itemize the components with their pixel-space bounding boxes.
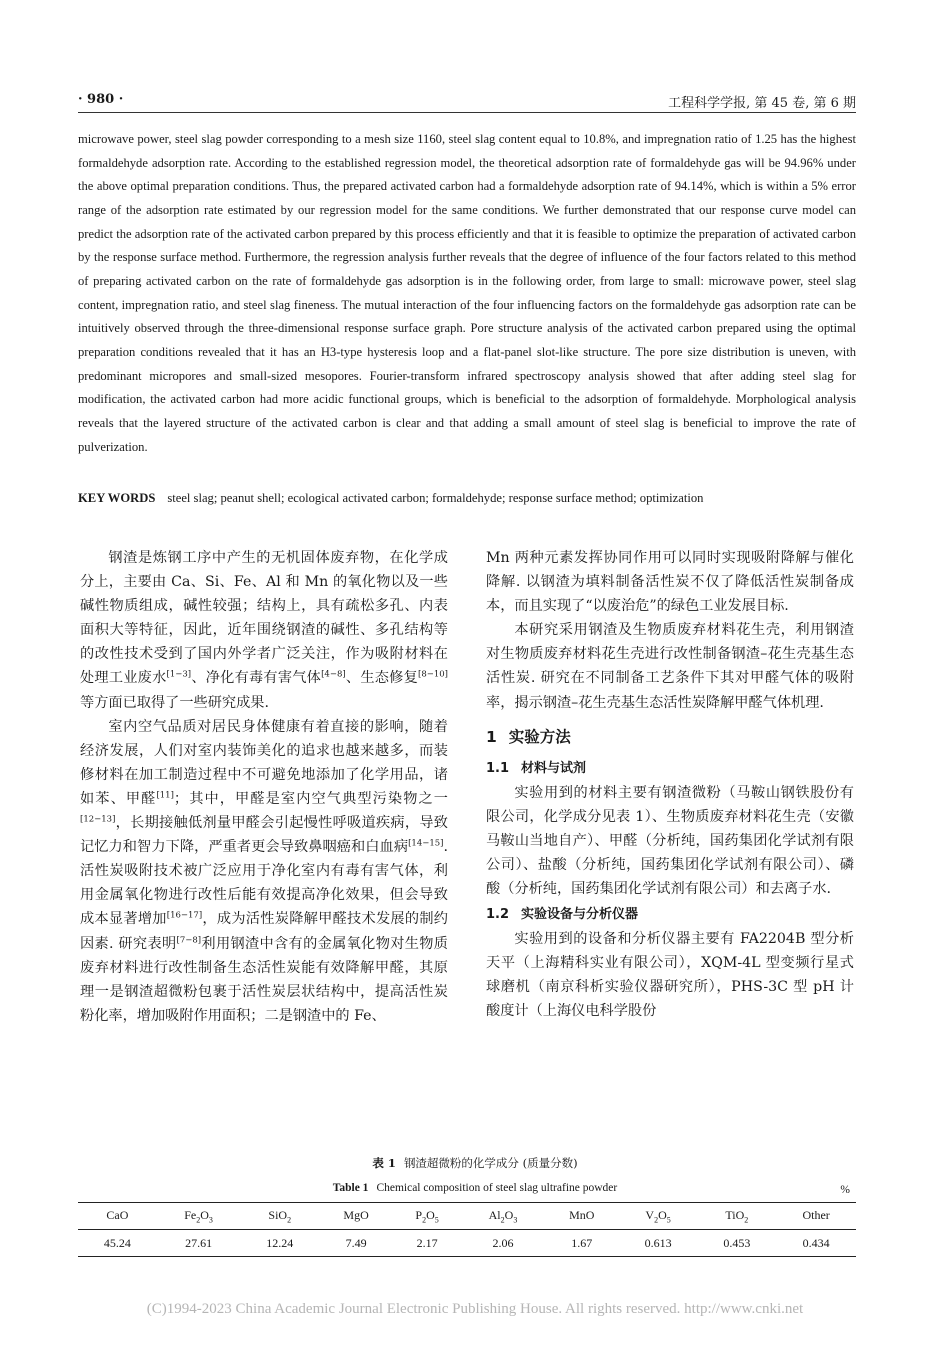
citation[interactable]: [7−8] (176, 934, 202, 945)
table-header-cell: CaO (106, 1207, 129, 1222)
section-heading: 1 实验方法 (486, 727, 571, 746)
citation[interactable]: [11] (156, 790, 174, 801)
left-column (80, 546, 448, 1028)
table-cell: 1.67 (571, 1235, 593, 1250)
table-cell: 7.49 (345, 1235, 367, 1250)
table-header-cell: $Fe_2O_3$ (184, 1207, 213, 1225)
table-header-cell: SiO$_2$ (268, 1207, 292, 1225)
citation[interactable]: [8−10] (418, 669, 448, 680)
table-header-cell: MnO (569, 1207, 595, 1222)
table-header-cell: Other (802, 1207, 830, 1222)
table-caption-zh: 表 1 钢渣超微粉的化学成分 (质量分数) (372, 1156, 578, 1170)
table-cell: 12.24 (266, 1235, 294, 1250)
table-cell: 0.613 (644, 1235, 672, 1250)
right-column (486, 546, 854, 1024)
table-cell: 45.24 (103, 1235, 131, 1250)
citation[interactable]: [12−13] (80, 814, 116, 825)
table-header-cell: MgO (343, 1207, 369, 1222)
paragraph-continued: Mn 两种元素发挥协同作用可以同时实现吸附降解与催化降解. 以钢渣为填料制备活性炭不仅了降低活性炭制备成本，而且实现了“以废治危”的绿色工业发展目标. (486, 550, 854, 615)
journal-title: 工程科学学报, 第 45 卷, 第 6 期 (668, 96, 856, 111)
paragraph-steel-slag-intro: 钢渣是炼钢工序中产生的无机固体废弃物，在化学成分上，主要由 Ca、Si、Fe、Al 和 Mn 的氧化物以及一些碱性物质组成，碱性较强；结构上，具有疏松多孔、内表面积大等特征，因此，近年围绕钢渣的碱性、多孔结构等的改性技术受到了国内外学者广泛关注，作为吸附材料在处理工业废水[1−3]、净化有毒有害气体[4−8]、生态修复[8−10]等方面已取得了一些研究成果. (80, 550, 448, 711)
table-header-row (78, 1203, 856, 1230)
paragraph-equipment: 实验用到的设备和分析仪器主要有 FA2204B 型分析天平（上海精科实业有限公司），XQM-4L 型变频行星式球磨机（南京科析实验仪器研究所），PHS-3C 型 pH 计酸度计（上海仪电科学股份 (486, 931, 854, 1020)
table-unit: % (840, 1184, 850, 1196)
table-header-cell: $P_2O_5$ (415, 1207, 439, 1225)
page-number: · 980 · (78, 92, 124, 107)
paragraph-study-aim: 本研究采用钢渣及生物质废弃材料花生壳，利用钢渣对生物质废弃材料花生壳进行改性制备钢渣–花生壳基生态活性炭. 研究在不同制备工艺条件下其对甲醛气体的吸附率，揭示钢渣–花生壳基生态活性炭降解甲醛气体机理. (486, 622, 854, 711)
table-row (78, 1230, 856, 1257)
chemical-composition-table (78, 1202, 856, 1257)
keywords-list: steel slag; peanut shell; ecological activated carbon; formaldehyde; response surface method; optimization (167, 491, 704, 505)
subsection-heading-equipment: 1.2 实验设备与分析仪器 (486, 907, 639, 923)
copyright-watermark: (C)1994-2023 China Academic Journal Electronic Publishing House. All rights reserved. http://www.cnki.net (146, 1301, 804, 1317)
keywords-label: KEY WORDS (78, 491, 156, 505)
citation[interactable]: [14−15] (408, 838, 444, 849)
citation[interactable]: [1−3] (166, 669, 192, 680)
table-cell: 0.434 (802, 1235, 830, 1250)
citation[interactable]: [16−17] (166, 910, 203, 921)
subsection-heading-materials: 1.1 材料与试剂 (486, 760, 587, 776)
paragraph-indoor-air: 室内空气品质对居民身体健康有着直接的影响，随着经济发展，人们对室内装饰美化的追求也越来越多，而装修材料在加工制造过程中不可避免地添加了化学用品，诸如苯、甲醛[11]；其中，甲醛是室内空气典型污染物之一[12−13]，长期接触低剂量甲醛会引起慢性呼吸道疾病，导致记忆力和智力下降，严重者更会导致鼻咽癌和白血病[14−15]. 活性炭吸附技术被广泛应用于净化室内有毒有害气体，利用金属氧化物进行改性后能有效提高净化效果，但会导致成本显著增加[16−17]，成为活性炭降解甲醛技术发展的制约因素. 研究表明[7−8]利用钢渣中含有的金属氧化物对生物质废弃材料进行改性制备生态活性炭能有效降解甲醛，其原理一是钢渣超微粉包裹于活性炭层状结构中，提高活性炭粉化率，增加吸附作用面积；二是钢渣中的 Fe、 (80, 718, 448, 1024)
table-header-cell: TiO$_2$ (725, 1207, 749, 1225)
running-header (78, 88, 856, 113)
abstract-text: microwave power, steel slag powder corresponding to a mesh size 1160, steel slag content equal to 10.8%, and impregnation ratio of 1.25 has the highest formaldehyde adsorption rate. According to the established regression model, the theoretical adsorption rate of formaldehyde gas will be 94.96% under the above optimal preparation conditions. Thus, the prepared activated carbon had a formaldehyde adsorption rate of 94.14%, which is within a 5% error range of the adsorption rate estimated by our regression model for the same conditions. We further demonstrated that our response curve model can predict the adsorption rate of the activated carbon prepared by this process efficiently and that it is feasible to optimize the preparation of activated carbon by the response surface method. Furthermore, the regression analysis further reveals that the degree of influence of the four factors related to this method of preparing activated carbon on the rate of formaldehyde gas adsorption is in the following order, from large to small: microwave power, steel slag content, impregnation ratio, and steel slag fineness. The mutual interaction of the four influencing factors on the formaldehyde gas adsorption rate can be intuitively observed through the three-dimensional response surface graph. Pore structure analysis of the activated carbon prepared using the optimal preparation conditions revealed that it has an H3-type hysteresis loop and a flat-panel slot-like structure. The pore size distribution is uneven, with predominant micropores and small-sized mesopores. Fourier-transform infrared spectroscopy analysis showed that after adding steel slag for modification, the activated carbon had more acidic functional groups, which is beneficial to the adsorption of formaldehyde. Morphological analysis reveals that the layered structure of the activated carbon is clear and that adding a small amount of steel slag is beneficial to improve the rate of pulverization. (78, 132, 856, 454)
table-caption-en: Table 1 Chemical composition of steel slag ultrafine powder (332, 1182, 618, 1194)
table-cell: 2.06 (492, 1235, 514, 1250)
table-cell: 0.453 (723, 1235, 751, 1250)
table-header-cell: $V_2O_5$ (645, 1207, 671, 1225)
table-cell: 2.17 (416, 1235, 438, 1250)
paragraph-materials: 实验用到的材料主要有钢渣微粉（马鞍山钢铁股份有限公司，化学成分见表 1）、生物质废弃材料花生壳（安徽马鞍山当地自产）、甲醛（分析纯，国药集团化学试剂有限公司）、盐酸（分析纯，国药集团化学试剂有限公司）、磷酸（分析纯，国药集团化学试剂有限公司）和去离子水. (486, 784, 854, 898)
keywords (78, 486, 856, 510)
table-header-cell: $Al_2O_3$ (488, 1207, 518, 1225)
citation[interactable]: [4−8] (321, 669, 346, 680)
table-cell: 27.61 (185, 1235, 213, 1250)
